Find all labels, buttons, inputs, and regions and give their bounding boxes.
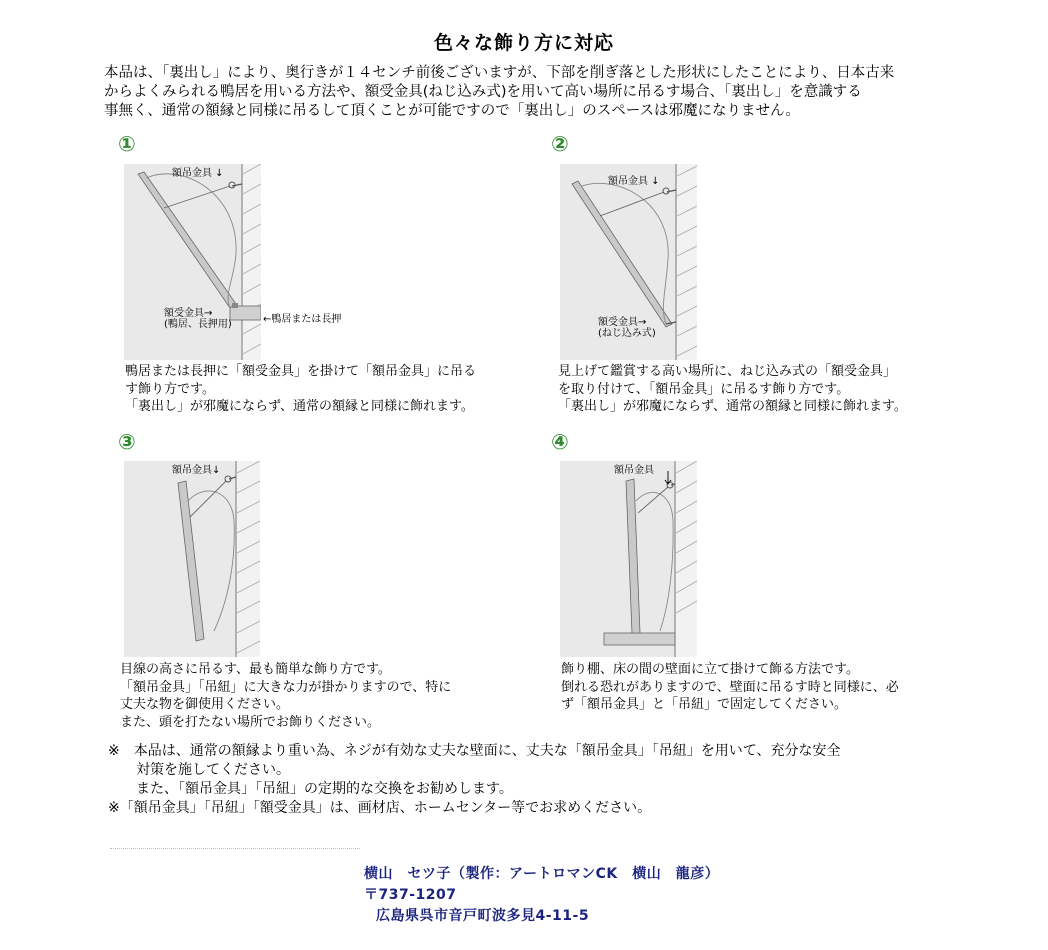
caption-line: 飾り棚、床の間の壁面に立て掛けて飾る方法です。 — [561, 662, 859, 677]
notes — [108, 742, 948, 818]
panel-3-number: ③ — [118, 430, 136, 454]
caption-line: 倒れる恐れがありますので、壁面に吊るす時と同様に、必 — [561, 679, 899, 695]
note-line: ※ 本品は、通常の額縁より重い為、ネジが有効な丈夫な壁面に、丈夫な「額吊金具」「吊紐」を用いて、充分な安全 — [108, 743, 841, 759]
note-line: 対策を施してください。 — [108, 762, 290, 778]
receiver-label-note: (ねじ込み式) — [598, 328, 656, 339]
hanger-label: 額吊金具 ↓ — [172, 168, 224, 179]
hanger-label: 額吊金具 ↓ — [608, 176, 660, 187]
panel-3-illustration — [124, 461, 260, 657]
contact-postal: 〒737-1207 — [364, 887, 457, 903]
panel-3-caption — [120, 661, 451, 731]
intro-line: からよくみられる鴨居を用いる方法や、額受金具(ねじ込み式)を用いて高い場所に吊るす場合、「裏出し」を意識する — [104, 84, 862, 100]
receiver-label-note: (鴨居、長押用) — [164, 319, 232, 330]
panel-1-illustration — [124, 164, 261, 360]
caption-line: 目線の高さに吊るす、最も簡単な飾り方です。 — [120, 662, 391, 677]
receiver-label-text: 額受金具→ — [598, 317, 647, 328]
panel-4-number: ④ — [551, 430, 569, 454]
panel-2-number: ② — [551, 132, 569, 156]
note-line: ※「額吊金具」「吊紐」「額受金具」は、画材店、ホームセンター等でお求めください。 — [108, 800, 652, 816]
caption-line: 「額吊金具」「吊紐」に大きな力が掛かりますので、特に — [120, 679, 452, 695]
intro-text — [104, 64, 944, 121]
intro-line: 本品は、「裏出し」により、奥行きが１４センチ前後ございますが、下部を削ぎ落とした形状にしたことにより、日本古来 — [104, 65, 895, 81]
caption-line: 見上げて鑑賞する高い場所に、ねじ込み式の「額受金具」 — [558, 364, 897, 379]
contact-name: 横山 セツ子（製作：アートロマンCK 横山 龍彦） — [364, 866, 720, 882]
hanger-label: 額吊金具 — [614, 465, 654, 476]
panel-4-illustration — [560, 461, 697, 657]
caption-line: ず「額吊金具」と「吊紐」で固定してください。 — [561, 697, 848, 712]
panel-1-caption — [125, 363, 476, 416]
contact-address: 広島県呉市音戸町波多見4-11-5 — [376, 908, 590, 924]
contact-block — [364, 864, 719, 927]
panel-1-number: ① — [118, 132, 136, 156]
receiver-label — [164, 308, 232, 330]
panel-2-illustration — [560, 164, 697, 360]
caption-line: 丈夫な物を御使用ください。 — [120, 697, 290, 712]
hanger-label: 額吊金具↓ — [172, 465, 221, 476]
caption-line: 「裏出し」が邪魔にならず、通常の額縁と同様に飾れます。 — [558, 399, 907, 414]
caption-line: 鴨居または長押に「額受金具」を掛けて「額吊金具」に吊る — [125, 364, 477, 379]
note-line: また、「額吊金具」「吊紐」の定期的な交換をお勧めします。 — [108, 781, 513, 797]
panel-2-caption — [558, 363, 907, 416]
page-title: 色々な飾り方に対応 — [433, 32, 614, 54]
caption-line: す飾り方です。 — [125, 381, 215, 397]
kamoi-label: ←鴨居または長押 — [263, 314, 342, 325]
intro-line: 事無く、通常の額縁と同様に吊るして頂くことが可能ですので「裏出し」のスペースは邪魔になりません。 — [104, 103, 800, 119]
receiver-label-text: 額受金具→ — [164, 308, 213, 319]
panel-4-caption — [561, 661, 899, 714]
caption-line: を取り付けて、「額吊金具」に吊るす飾り方です。 — [558, 381, 850, 397]
receiver-label — [598, 317, 656, 339]
divider — [110, 848, 360, 849]
caption-line: また、頭を打たない場所でお飾りください。 — [120, 714, 381, 730]
caption-line: 「裏出し」が邪魔にならず、通常の額縁と同様に飾れます。 — [125, 399, 474, 414]
